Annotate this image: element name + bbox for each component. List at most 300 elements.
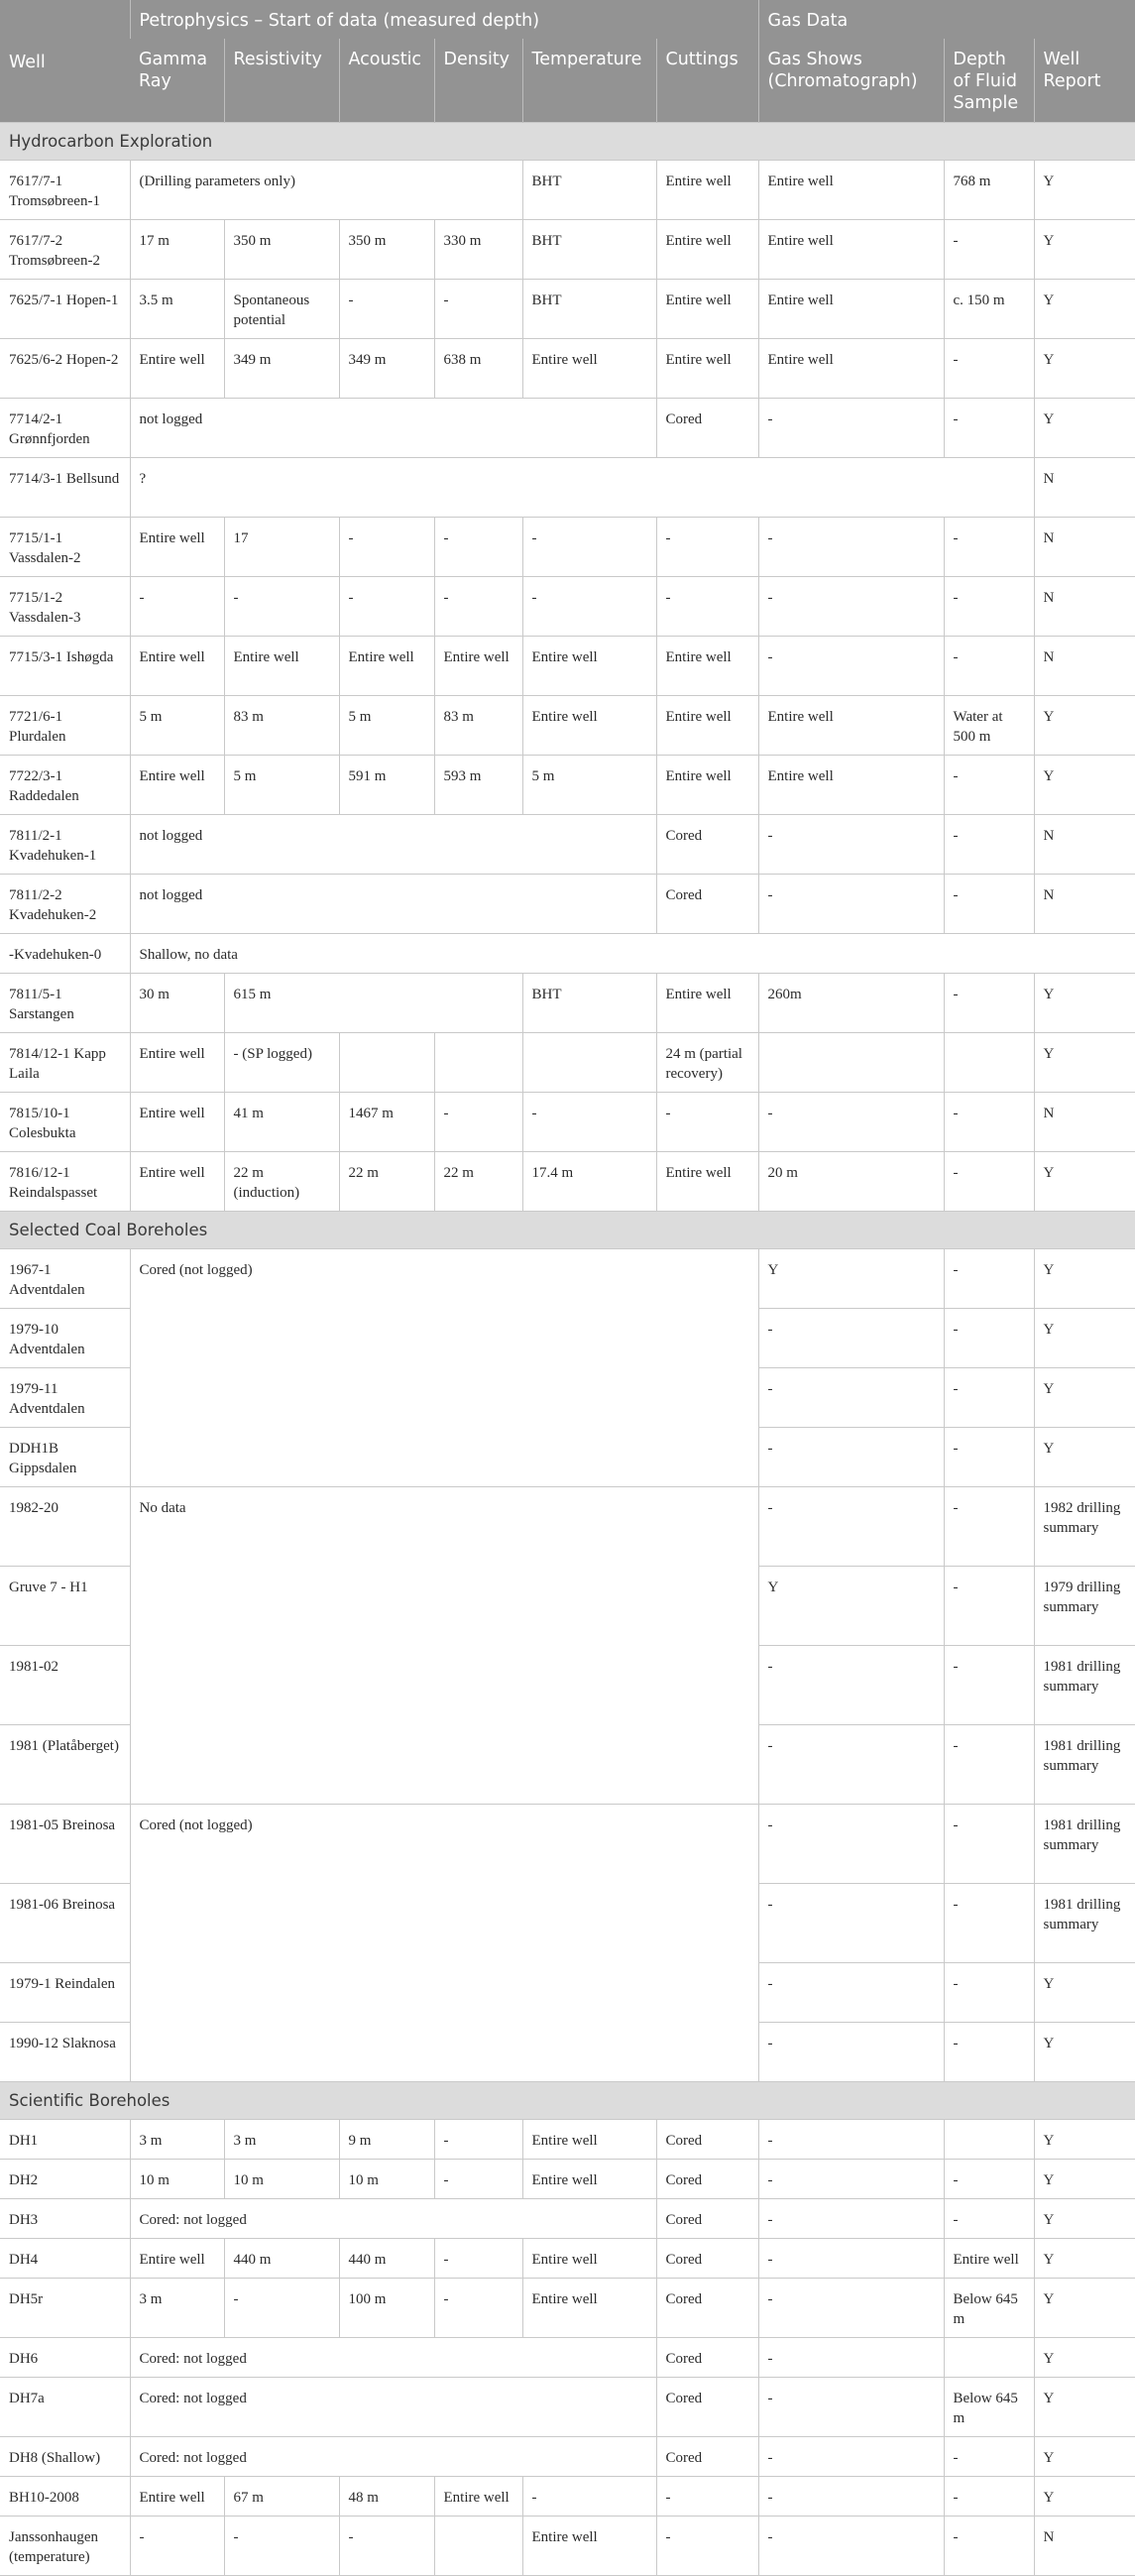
well-name: 7811/5-1 Sarstangen bbox=[0, 974, 130, 1033]
table-cell bbox=[434, 1033, 522, 1093]
well-name: DH3 bbox=[0, 2199, 130, 2239]
table-cell: Y bbox=[1034, 1249, 1135, 1309]
well-name: 7715/1-1 Vassdalen-2 bbox=[0, 518, 130, 577]
table-cell: Cored bbox=[656, 875, 758, 934]
table-cell: - bbox=[758, 399, 944, 458]
table-cell: - bbox=[224, 2517, 339, 2576]
table-cell: Cored bbox=[656, 2239, 758, 2279]
table-cell: Y bbox=[1034, 399, 1135, 458]
well-name: 1990-12 Slaknosa bbox=[0, 2023, 130, 2082]
table-cell: Cored: not logged bbox=[130, 2338, 656, 2378]
table-cell: Y bbox=[1034, 1033, 1135, 1093]
table-cell: - bbox=[434, 280, 522, 339]
table-cell bbox=[944, 2120, 1034, 2160]
well-name: 1979-10 Adventdalen bbox=[0, 1309, 130, 1368]
table-cell: Cored bbox=[656, 2437, 758, 2477]
table-cell: (Drilling parameters only) bbox=[130, 161, 522, 220]
table-cell: 30 m bbox=[130, 974, 224, 1033]
well-name: 7814/12-1 Kapp Laila bbox=[0, 1033, 130, 1093]
well-name: DH8 (Shallow) bbox=[0, 2437, 130, 2477]
table-cell: 17 m bbox=[130, 220, 224, 280]
table-cell: 615 m bbox=[224, 974, 522, 1033]
table-cell: - bbox=[522, 2477, 656, 2517]
col-header-well: Well bbox=[0, 0, 130, 123]
table-cell: - bbox=[944, 1725, 1034, 1805]
table-cell: Y bbox=[1034, 974, 1135, 1033]
table-cell: Cored: not logged bbox=[130, 2437, 656, 2477]
table-cell bbox=[944, 2338, 1034, 2378]
table-cell: 1467 m bbox=[339, 1093, 434, 1152]
table-cell: - (SP logged) bbox=[224, 1033, 339, 1093]
well-name: 1981 (Platåberget) bbox=[0, 1725, 130, 1805]
table-cell: Entire well bbox=[656, 161, 758, 220]
table-cell: - bbox=[339, 518, 434, 577]
table-cell bbox=[944, 1033, 1034, 1093]
table-cell: - bbox=[944, 339, 1034, 399]
table-cell: 9 m bbox=[339, 2120, 434, 2160]
table-cell: Entire well bbox=[130, 2239, 224, 2279]
table-cell: - bbox=[758, 2338, 944, 2378]
table-cell: c. 150 m bbox=[944, 280, 1034, 339]
table-cell: Y bbox=[1034, 1428, 1135, 1487]
table-cell: Entire well bbox=[758, 696, 944, 756]
table-cell: Cored bbox=[656, 2279, 758, 2338]
table-cell: 350 m bbox=[224, 220, 339, 280]
table-cell: Water at 500 m bbox=[944, 696, 1034, 756]
table-cell: 17.4 m bbox=[522, 1152, 656, 1212]
table-cell: Cored bbox=[656, 2160, 758, 2199]
table-cell: - bbox=[656, 1093, 758, 1152]
table-cell: Y bbox=[1034, 2120, 1135, 2160]
table-cell: Y bbox=[1034, 2239, 1135, 2279]
table-cell: - bbox=[944, 1963, 1034, 2023]
table-cell: Cored (not logged) bbox=[130, 1805, 758, 2082]
table-cell: - bbox=[944, 875, 1034, 934]
well-name: 7715/1-2 Vassdalen-3 bbox=[0, 577, 130, 637]
table-cell: 440 m bbox=[339, 2239, 434, 2279]
col-header-temperature: Temperature bbox=[522, 39, 656, 123]
table-cell: Y bbox=[1034, 1368, 1135, 1428]
well-name: 7625/7-1 Hopen-1 bbox=[0, 280, 130, 339]
table-cell: BHT bbox=[522, 161, 656, 220]
table-cell: - bbox=[758, 2160, 944, 2199]
well-name: 7625/6-2 Hopen-2 bbox=[0, 339, 130, 399]
table-cell: Cored bbox=[656, 2199, 758, 2239]
table-cell: - bbox=[656, 2477, 758, 2517]
table-row bbox=[0, 637, 1135, 696]
table-cell: - bbox=[758, 2378, 944, 2437]
table-row bbox=[0, 875, 1135, 934]
table-cell: - bbox=[944, 2517, 1034, 2576]
table-cell: Entire well bbox=[130, 518, 224, 577]
well-name: 1981-05 Breinosa bbox=[0, 1805, 130, 1884]
table-cell: Y bbox=[1034, 2160, 1135, 2199]
table-row bbox=[0, 2517, 1135, 2576]
well-name: -Kvadehuken-0 bbox=[0, 934, 130, 974]
well-name: 7722/3-1 Raddedalen bbox=[0, 756, 130, 815]
table-cell: not logged bbox=[130, 399, 656, 458]
table-cell: Entire well bbox=[130, 756, 224, 815]
well-name: DH1 bbox=[0, 2120, 130, 2160]
table-cell: No data bbox=[130, 1487, 758, 1805]
table-cell: - bbox=[758, 1725, 944, 1805]
table-cell: - bbox=[944, 1884, 1034, 1963]
table-cell: 48 m bbox=[339, 2477, 434, 2517]
well-name: Gruve 7 - H1 bbox=[0, 1567, 130, 1646]
table-row bbox=[0, 1033, 1135, 1093]
table-cell: Y bbox=[1034, 2477, 1135, 2517]
table-cell: Y bbox=[758, 1249, 944, 1309]
table-cell: Entire well bbox=[656, 696, 758, 756]
table-cell: 1981 drilling summary bbox=[1034, 1725, 1135, 1805]
table-cell bbox=[522, 1033, 656, 1093]
table-cell: - bbox=[944, 577, 1034, 637]
col-header-gas-shows: Gas Shows (Chromatograph) bbox=[758, 39, 944, 123]
table-cell: - bbox=[758, 1309, 944, 1368]
well-name: 7617/7-2 Tromsøbreen-2 bbox=[0, 220, 130, 280]
table-cell: - bbox=[944, 399, 1034, 458]
table-cell: - bbox=[130, 577, 224, 637]
table-cell: - bbox=[944, 2160, 1034, 2199]
table-cell: 3 m bbox=[224, 2120, 339, 2160]
table-cell: Y bbox=[1034, 2378, 1135, 2437]
well-name: DH2 bbox=[0, 2160, 130, 2199]
table-cell: Entire well bbox=[758, 161, 944, 220]
table-cell: Y bbox=[1034, 339, 1135, 399]
table-row bbox=[0, 974, 1135, 1033]
table-cell: - bbox=[758, 2120, 944, 2160]
table-cell: - bbox=[758, 1428, 944, 1487]
table-cell: 638 m bbox=[434, 339, 522, 399]
table-cell: 17 bbox=[224, 518, 339, 577]
table-cell: BHT bbox=[522, 974, 656, 1033]
col-header-acoustic: Acoustic bbox=[339, 39, 434, 123]
table-cell: - bbox=[758, 815, 944, 875]
table-row bbox=[0, 696, 1135, 756]
col-header-cuttings: Cuttings bbox=[656, 39, 758, 123]
table-cell: - bbox=[434, 518, 522, 577]
table-cell: 100 m bbox=[339, 2279, 434, 2338]
table-cell: Cored (not logged) bbox=[130, 1249, 758, 1487]
table-cell: - bbox=[944, 815, 1034, 875]
table-cell: Y bbox=[1034, 161, 1135, 220]
table-cell: Entire well bbox=[434, 2477, 522, 2517]
table-cell: 10 m bbox=[224, 2160, 339, 2199]
table-cell: Entire well bbox=[656, 756, 758, 815]
table-cell: 83 m bbox=[224, 696, 339, 756]
table-row bbox=[0, 161, 1135, 220]
well-name: 7721/6-1 Plurdalen bbox=[0, 696, 130, 756]
table-cell: 330 m bbox=[434, 220, 522, 280]
table-cell: - bbox=[944, 518, 1034, 577]
table-cell: Entire well bbox=[656, 339, 758, 399]
table-cell: Entire well bbox=[130, 339, 224, 399]
table-cell: - bbox=[339, 2517, 434, 2576]
table-cell: 5 m bbox=[339, 696, 434, 756]
table-cell: - bbox=[339, 280, 434, 339]
table-cell: Y bbox=[1034, 2437, 1135, 2477]
table-cell: - bbox=[758, 1368, 944, 1428]
table-cell: 593 m bbox=[434, 756, 522, 815]
table-row bbox=[0, 1249, 1135, 1309]
table-cell: Entire well bbox=[522, 339, 656, 399]
table-cell: - bbox=[758, 2239, 944, 2279]
well-name: DH5r bbox=[0, 2279, 130, 2338]
well-name: 7714/3-1 Bellsund bbox=[0, 458, 130, 518]
table-cell: Cored bbox=[656, 399, 758, 458]
table-row bbox=[0, 458, 1135, 518]
table-cell: - bbox=[944, 1152, 1034, 1212]
well-name: 7811/2-2 Kvadehuken-2 bbox=[0, 875, 130, 934]
table-cell: - bbox=[944, 1309, 1034, 1368]
well-name: 1981-06 Breinosa bbox=[0, 1884, 130, 1963]
table-cell: N bbox=[1034, 577, 1135, 637]
col-header-gamma-ray: Gamma Ray bbox=[130, 39, 224, 123]
table-cell: - bbox=[434, 2279, 522, 2338]
table-cell: - bbox=[758, 518, 944, 577]
table-cell: Entire well bbox=[522, 2517, 656, 2576]
table-cell: Entire well bbox=[656, 1152, 758, 1212]
table-row bbox=[0, 1093, 1135, 1152]
table-cell: ? bbox=[130, 458, 1034, 518]
table-cell: BHT bbox=[522, 280, 656, 339]
table-row bbox=[0, 2160, 1135, 2199]
table-cell: Entire well bbox=[522, 2239, 656, 2279]
table-cell: not logged bbox=[130, 875, 656, 934]
table-cell: - bbox=[656, 2517, 758, 2576]
table-cell: N bbox=[1034, 815, 1135, 875]
table-cell: 349 m bbox=[224, 339, 339, 399]
table-cell: 5 m bbox=[224, 756, 339, 815]
table-cell: 5 m bbox=[130, 696, 224, 756]
table-cell: N bbox=[1034, 637, 1135, 696]
table-row bbox=[0, 2120, 1135, 2160]
table-cell: - bbox=[758, 1884, 944, 1963]
table-cell: - bbox=[339, 577, 434, 637]
well-name: 1979-1 Reindalen bbox=[0, 1963, 130, 2023]
table-cell: 349 m bbox=[339, 339, 434, 399]
table-cell: Y bbox=[1034, 280, 1135, 339]
table-cell: Entire well bbox=[758, 339, 944, 399]
table-cell: Entire well bbox=[656, 637, 758, 696]
table-cell: Y bbox=[1034, 696, 1135, 756]
table-cell: - bbox=[944, 1646, 1034, 1725]
table-row bbox=[0, 2437, 1135, 2477]
group-header-gas-data: Gas Data bbox=[758, 0, 1135, 39]
table-cell: 10 m bbox=[339, 2160, 434, 2199]
table-cell: - bbox=[944, 1487, 1034, 1567]
table-cell: Entire well bbox=[522, 2120, 656, 2160]
table-row bbox=[0, 577, 1135, 637]
table-cell: 67 m bbox=[224, 2477, 339, 2517]
table-cell: Y bbox=[1034, 220, 1135, 280]
table-cell: - bbox=[434, 2239, 522, 2279]
table-cell: 5 m bbox=[522, 756, 656, 815]
table-cell: 768 m bbox=[944, 161, 1034, 220]
table-cell: - bbox=[944, 1567, 1034, 1646]
table-cell: - bbox=[224, 577, 339, 637]
table-cell: Entire well bbox=[224, 637, 339, 696]
section-hydrocarbon-exploration: Hydrocarbon Exploration bbox=[0, 123, 1135, 161]
table-cell: Entire well bbox=[656, 974, 758, 1033]
table-cell: Entire well bbox=[130, 2477, 224, 2517]
well-name: 7617/7-1 Tromsøbreen-1 bbox=[0, 161, 130, 220]
table-cell bbox=[758, 1033, 944, 1093]
table-cell: Entire well bbox=[339, 637, 434, 696]
table-cell: - bbox=[944, 1428, 1034, 1487]
table-cell: Y bbox=[1034, 2338, 1135, 2378]
table-cell: - bbox=[758, 1487, 944, 1567]
table-cell: 22 m (induction) bbox=[224, 1152, 339, 1212]
table-cell: - bbox=[758, 1805, 944, 1884]
table-cell: - bbox=[656, 518, 758, 577]
table-cell: Shallow, no data bbox=[130, 934, 1135, 974]
table-cell: - bbox=[656, 577, 758, 637]
col-header-density: Density bbox=[434, 39, 522, 123]
table-cell: Y bbox=[1034, 2279, 1135, 2338]
table-row bbox=[0, 934, 1135, 974]
table-cell: - bbox=[758, 2437, 944, 2477]
table-cell: Entire well bbox=[130, 1093, 224, 1152]
table-cell: 591 m bbox=[339, 756, 434, 815]
table-cell: - bbox=[944, 220, 1034, 280]
table-row bbox=[0, 280, 1135, 339]
table-row bbox=[0, 220, 1135, 280]
well-name: 1967-1 Adventdalen bbox=[0, 1249, 130, 1309]
table-cell: - bbox=[944, 1249, 1034, 1309]
table-cell bbox=[339, 1033, 434, 1093]
table-cell: 350 m bbox=[339, 220, 434, 280]
table-cell: Cored: not logged bbox=[130, 2378, 656, 2437]
table-cell: Entire well bbox=[758, 280, 944, 339]
table-cell: Below 645 m bbox=[944, 2279, 1034, 2338]
table-cell: - bbox=[434, 1093, 522, 1152]
table-cell: 83 m bbox=[434, 696, 522, 756]
table-cell: - bbox=[522, 1093, 656, 1152]
table-row bbox=[0, 2199, 1135, 2239]
table-cell: - bbox=[944, 974, 1034, 1033]
table-cell: - bbox=[434, 2160, 522, 2199]
table-cell: 3 m bbox=[130, 2279, 224, 2338]
table-row bbox=[0, 2477, 1135, 2517]
table-cell: - bbox=[522, 577, 656, 637]
table-cell: Cored: not logged bbox=[130, 2199, 656, 2239]
table-cell: 1981 drilling summary bbox=[1034, 1646, 1135, 1725]
table-cell: - bbox=[758, 875, 944, 934]
table-cell: N bbox=[1034, 2517, 1135, 2576]
table-cell: - bbox=[758, 2199, 944, 2239]
table-row bbox=[0, 2338, 1135, 2378]
table-cell: Cored bbox=[656, 2338, 758, 2378]
table-cell: Cored bbox=[656, 815, 758, 875]
table-cell: - bbox=[758, 1646, 944, 1725]
table-row bbox=[0, 1487, 1135, 1567]
table-cell: 1981 drilling summary bbox=[1034, 1884, 1135, 1963]
table-cell: - bbox=[758, 2023, 944, 2082]
table-row bbox=[0, 1805, 1135, 1884]
col-header-well-report: Well Report bbox=[1034, 39, 1135, 123]
table-cell: - bbox=[758, 637, 944, 696]
well-name: 1981-02 bbox=[0, 1646, 130, 1725]
col-header-fluid-sample: Depth of Fluid Sample bbox=[944, 39, 1034, 123]
section-scientific-boreholes: Scientific Boreholes bbox=[0, 2082, 1135, 2120]
table-cell: 440 m bbox=[224, 2239, 339, 2279]
table-cell: - bbox=[944, 1368, 1034, 1428]
table-cell: Cored bbox=[656, 2378, 758, 2437]
table-cell: Entire well bbox=[130, 637, 224, 696]
table-cell: Entire well bbox=[522, 2160, 656, 2199]
table-cell: - bbox=[758, 1963, 944, 2023]
table-row bbox=[0, 1152, 1135, 1212]
table-cell: Entire well bbox=[656, 280, 758, 339]
table-cell: 10 m bbox=[130, 2160, 224, 2199]
table-row bbox=[0, 2239, 1135, 2279]
table-cell: 3.5 m bbox=[130, 280, 224, 339]
table-cell: - bbox=[944, 637, 1034, 696]
table-cell: N bbox=[1034, 518, 1135, 577]
well-name: Janssonhaugen (temperature) bbox=[0, 2517, 130, 2576]
table-cell: - bbox=[944, 2023, 1034, 2082]
table-cell: - bbox=[944, 2437, 1034, 2477]
table-cell: - bbox=[944, 1093, 1034, 1152]
table-cell: Entire well bbox=[522, 637, 656, 696]
table-row bbox=[0, 2279, 1135, 2338]
table-cell: - bbox=[758, 2279, 944, 2338]
table-cell: Entire well bbox=[130, 1152, 224, 1212]
table-cell: BHT bbox=[522, 220, 656, 280]
table-cell: 24 m (partial recovery) bbox=[656, 1033, 758, 1093]
well-name: 7815/10-1 Colesbukta bbox=[0, 1093, 130, 1152]
table-cell: Entire well bbox=[130, 1033, 224, 1093]
table-cell: Y bbox=[758, 1567, 944, 1646]
table-cell: 3 m bbox=[130, 2120, 224, 2160]
table-cell: N bbox=[1034, 1093, 1135, 1152]
table-cell: Y bbox=[1034, 1309, 1135, 1368]
table-cell: 41 m bbox=[224, 1093, 339, 1152]
table-cell: - bbox=[758, 1093, 944, 1152]
table-cell: - bbox=[944, 2199, 1034, 2239]
well-name: DH6 bbox=[0, 2338, 130, 2378]
table-cell: not logged bbox=[130, 815, 656, 875]
well-name: DDH1B Gippsdalen bbox=[0, 1428, 130, 1487]
table-cell: Spontaneous potential bbox=[224, 280, 339, 339]
table-cell: - bbox=[434, 2120, 522, 2160]
table-cell: N bbox=[1034, 458, 1135, 518]
table-cell: - bbox=[434, 577, 522, 637]
table-cell: - bbox=[944, 1805, 1034, 1884]
well-name: 7715/3-1 Ishøgda bbox=[0, 637, 130, 696]
table-cell: 1981 drilling summary bbox=[1034, 1805, 1135, 1884]
table-cell: - bbox=[758, 2517, 944, 2576]
table-cell: - bbox=[944, 2477, 1034, 2517]
table-cell: Entire well bbox=[758, 756, 944, 815]
well-name: BH10-2008 bbox=[0, 2477, 130, 2517]
table-cell: - bbox=[522, 518, 656, 577]
table-row bbox=[0, 2378, 1135, 2437]
table-row bbox=[0, 756, 1135, 815]
table-cell: Below 645 m bbox=[944, 2378, 1034, 2437]
table-cell: 20 m bbox=[758, 1152, 944, 1212]
col-header-resistivity: Resistivity bbox=[224, 39, 339, 123]
table-row bbox=[0, 339, 1135, 399]
table-cell: 1979 drilling summary bbox=[1034, 1567, 1135, 1646]
table-cell: - bbox=[130, 2517, 224, 2576]
table-row bbox=[0, 815, 1135, 875]
well-name: 1982-20 bbox=[0, 1487, 130, 1567]
section-selected-coal-boreholes: Selected Coal Boreholes bbox=[0, 1212, 1135, 1249]
table-cell: - bbox=[758, 2477, 944, 2517]
table-cell: 22 m bbox=[434, 1152, 522, 1212]
